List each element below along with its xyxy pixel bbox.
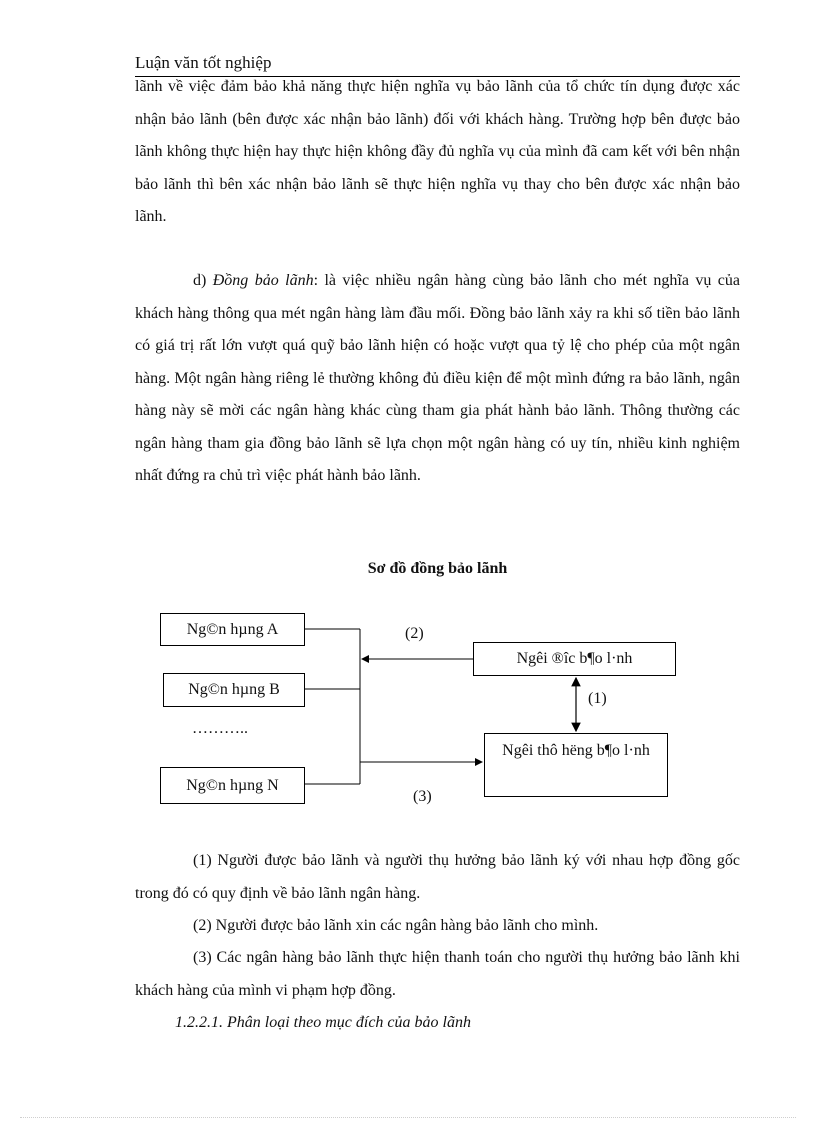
bank-a-box: Ng©n hµng A: [160, 613, 305, 646]
bank-n-box: Ng©n hµng N: [160, 767, 305, 804]
diagram-title: Sơ đồ đồng bảo lãnh: [367, 560, 508, 577]
header-title: Luận văn tốt nghiệp: [135, 53, 272, 72]
guaranteed-party-box: Ngêi ®îc b¶o l·nh: [473, 642, 676, 676]
note-1-text: (1) Người được bảo lãnh và người thụ hưởng bảo lãnh ký với nhau hợp đồng gốc trong đó có quy định về bảo lãnh ngân hàng.: [135, 852, 740, 902]
paragraph-confirmation-guarantee: lãnh về việc đảm bảo khả năng thực hiện nghĩa vụ bảo lãnh của tổ chức tín dụng được xác nhận bảo lãnh (bên được xác nhận bảo lãnh) đối với khách hàng. Trường hợp bên được bảo lãnh không thực hiện hay thực hiện không đầy đủ nghĩa vụ của mình đã cam kết với bên nhận bảo lãnh thì bên xác nhận bảo lãnh sẽ thực hiện nghĩa vụ thay cho bên được xác nhận bảo lãnh.: [135, 78, 740, 225]
co-guarantee-definition: : là việc nhiều ngân hàng cùng bảo lãnh cho mét nghĩa vụ của khách hàng thông qua mét ngân hàng làm đầu mối. Đồng bảo lãnh xảy ra khi số tiền bảo lãnh có giá trị rất lớn vượt quá quỹ bảo lãnh hiện có hoặc vượt qua tỷ lệ cho phép của một ngân hàng. Một ngân hàng riêng lẻ thường không đủ điều kiện để một mình đứng ra bảo lãnh, ngân hàng này sẽ mời các ngân hàng khác cùng tham gia phát hành bảo lãnh. Thông thường các ngân hàng tham gia đồng bảo lãnh sẽ lựa chọn một ngân hàng có uy tín, nhiều kinh nghiệm nhất đứng ra chủ trì việc phát hành bảo lãnh.: [135, 272, 741, 484]
page-bottom-rule: [20, 1117, 796, 1118]
note-1: [135, 845, 740, 910]
term-co-guarantee: Đồng bảo lãnh: [212, 272, 314, 289]
ellipsis: ………..: [192, 720, 248, 737]
label-step-3: (3): [413, 788, 432, 805]
item-prefix: d): [193, 272, 213, 289]
bank-b-box: Ng©n hµng B: [163, 673, 305, 707]
beneficiary-box: Ngêi thô hëng b¶o l·nh: [484, 733, 668, 797]
section-heading: 1.2.2.1. Phân loại theo mục đích của bảo lãnh: [175, 1014, 471, 1031]
note-3-text: (3) Các ngân hàng bảo lãnh thực hiện thanh toán cho người thụ hưởng bảo lãnh khi khách hàng của mình vi phạm hợp đồng.: [135, 949, 740, 999]
label-step-2: (2): [405, 625, 424, 642]
note-2-text: (2) Người được bảo lãnh xin các ngân hàng bảo lãnh cho mình.: [193, 917, 599, 934]
label-step-1: (1): [588, 690, 607, 707]
note-3: [135, 942, 740, 1007]
note-2: [135, 910, 740, 943]
